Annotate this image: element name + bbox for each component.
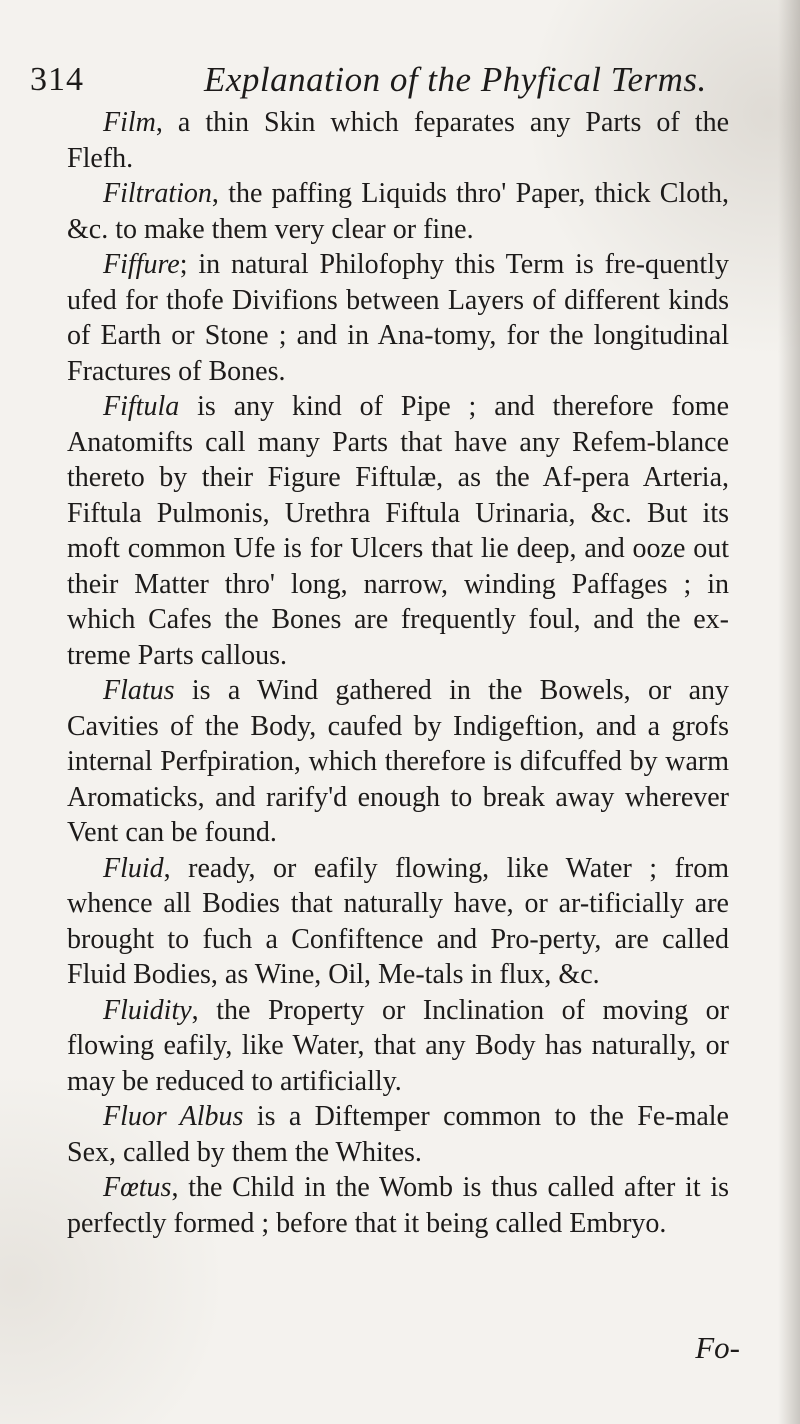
entry-term: Filtration: [103, 178, 212, 209]
entry-definition: , ready, or eafily flowing, like Water ; from whence all Bodies that naturally have, or ar-tificially are brought to fuch a Confiftence and Pro-perty, are called Fluid Bodies, as Wine, Oil, Me-tals in flux, &c.: [67, 852, 729, 990]
entry-definition: is any kind of Pipe ; and therefore fome Anatomifts call many Parts that have any Refem-blance thereto by their Figure Fiftulæ, as the Af-pera Arteria, Fiftula Pulmonis, Urethra Fiftula Urinaria, &c. But its moft common Ufe is for Ulcers that lie deep, and ooze out their Matter thro' long, narrow, winding Paffages ; in which Cafes the Bones are frequently foul, and the ex-treme Parts callous.: [67, 391, 729, 671]
entry-definition: , the Property or Inclination of moving or flowing eafily, like Water, that any Body has naturally, or may be reduced to artificially.: [67, 994, 729, 1097]
entry-fiffure: [67, 247, 729, 389]
entry-definition: , the paffing Liquids thro' Paper, thick Cloth, &c. to make them very clear or fine.: [67, 178, 729, 245]
page-edge-shadow: [778, 0, 800, 1424]
entry-fluidity: [67, 993, 729, 1100]
entry-definition: is a Diftemper common to the Fe-male Sex, called by them the Whites.: [67, 1101, 729, 1168]
entry-term: Fiffure: [103, 249, 180, 280]
page-number: 314: [30, 61, 84, 98]
entry-term: Fluidity: [103, 994, 192, 1026]
entry-filtration: [67, 176, 729, 247]
running-head: Explanation of the Phyfical Terms.: [204, 60, 707, 99]
entry-film: [67, 105, 729, 176]
entry-fluor-albus: [67, 1099, 729, 1170]
entry-foetus: [67, 1170, 729, 1241]
entry-definition: , the Child in the Womb is thus called after it is perfectly formed ; before that it being called Embryo.: [67, 1172, 729, 1239]
entry-term: Fluor Albus: [103, 1101, 244, 1132]
entry-term: Film: [103, 107, 156, 138]
entry-definition: , a thin Skin which feparates any Parts of the Flefh.: [67, 107, 729, 174]
entry-term: Fiftula: [103, 391, 180, 422]
entry-term: Fœtus: [103, 1172, 172, 1203]
entry-definition: ; in natural Philofophy this Term is fre-quently ufed for thofe Divifions between Layers of different kinds of Earth or Stone ; and in Ana-tomy, for the longitudinal Fractures of Bones.: [67, 249, 729, 387]
dictionary-text: [67, 105, 729, 1241]
page-header: [30, 60, 770, 104]
entry-definition: is a Wind gathered in the Bowels, or any Cavities of the Body, caufed by Indigeftion, and a grofs internal Perfpiration, which therefore is difcuffed by warm Aromaticks, and rarify'd enough to break away wherever Vent can be found.: [67, 675, 729, 848]
entry-fluid: [67, 851, 729, 993]
catchword: Fo-: [695, 1330, 740, 1365]
entry-term: Flatus: [103, 675, 175, 706]
entry-flatus: [67, 673, 729, 851]
entry-fiftula: [67, 389, 729, 673]
entry-term: Fluid: [103, 852, 164, 884]
